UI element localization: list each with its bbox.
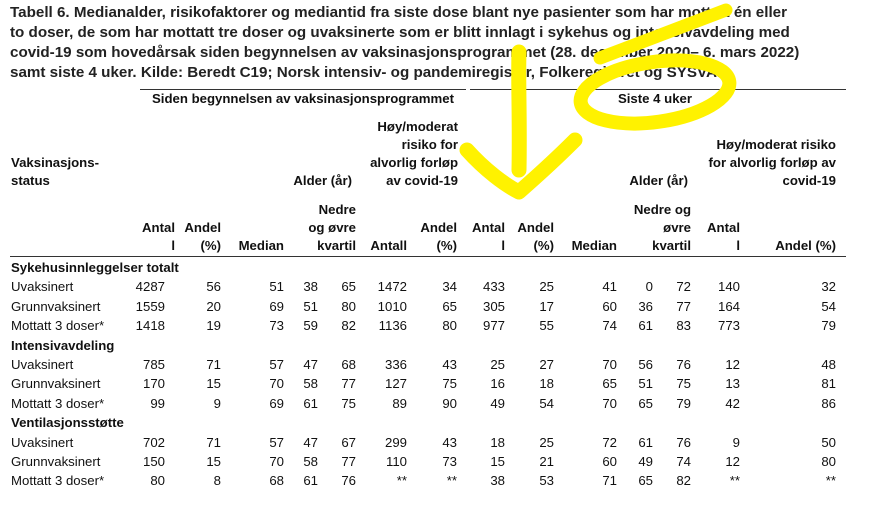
- table-cell: 18: [539, 376, 554, 392]
- column-header-risk-antall-b: [700, 219, 740, 255]
- table-cell: 65: [442, 298, 457, 314]
- table-cell: 38: [490, 473, 505, 489]
- group-header-since-start: Siden begynnelsen av vaksinasjonsprogrammet: [152, 91, 454, 106]
- table-cell: 99: [150, 395, 165, 411]
- header-line: Høy/moderat: [377, 119, 458, 134]
- table-cell: 70: [602, 357, 617, 372]
- table-cell: 41: [602, 279, 617, 295]
- table-cell: 70: [602, 395, 617, 411]
- column-header-median-a: [224, 237, 284, 255]
- column-header-antall-b: [465, 219, 505, 255]
- header-line: Andel: [517, 220, 554, 235]
- table-cell: 140: [717, 279, 740, 295]
- table-cell: 80: [442, 318, 457, 334]
- table-cell: 71: [206, 434, 221, 450]
- table-cell: 54: [821, 298, 836, 314]
- table-cell: 69: [269, 395, 284, 411]
- table-cell: 60: [602, 454, 617, 469]
- table-cell: 54: [539, 395, 554, 411]
- table-cell: 15: [206, 454, 221, 469]
- table-cell: 77: [676, 298, 691, 314]
- table-cell: 977: [482, 318, 505, 334]
- header-line: covid-19: [782, 173, 836, 188]
- header-line: Antall: [370, 238, 407, 253]
- header-line: Antal: [472, 220, 505, 235]
- section-heading: Intensivavdeling: [11, 337, 115, 353]
- table-cell: 15: [490, 454, 505, 469]
- table-cell: 73: [442, 454, 457, 469]
- table-cell: 36: [638, 298, 653, 314]
- table-cell: 25: [490, 357, 505, 372]
- table-cell: 80: [341, 298, 356, 314]
- header-bottom-rule: [10, 256, 846, 257]
- row-label: Mottatt 3 doser*: [11, 473, 105, 489]
- table-cell: 110: [385, 454, 407, 469]
- header-line: Nedre og: [633, 202, 691, 217]
- row-label: Uvaksinert: [11, 434, 74, 450]
- table-cell: 56: [638, 357, 653, 372]
- header-line: Antal: [707, 220, 740, 235]
- header-line: og øvre: [308, 220, 356, 235]
- table-cell: 50: [821, 434, 836, 450]
- table-cell: 72: [676, 279, 691, 295]
- table-cell: 1472: [377, 279, 407, 295]
- header-line: l: [171, 238, 175, 253]
- section-heading: Sykehusinnleggelser totalt: [11, 260, 179, 275]
- table-cell: 15: [206, 376, 221, 392]
- table-cell: 55: [539, 318, 554, 334]
- table-cell: 305: [482, 298, 505, 314]
- header-line: kvartil: [652, 238, 691, 253]
- table-cell: 1136: [378, 318, 407, 334]
- table-cell: 336: [384, 357, 407, 372]
- table-cell: 60: [602, 298, 617, 314]
- table-cell: 89: [392, 395, 407, 411]
- table-cell: 76: [676, 357, 691, 372]
- header-line: alvorlig forløp: [370, 155, 458, 170]
- table-cell: 53: [539, 473, 554, 489]
- row-label: Uvaksinert: [11, 357, 74, 372]
- table-cell: 51: [638, 376, 653, 392]
- table-cell: 75: [341, 395, 356, 411]
- header-line: av covid-19: [386, 173, 458, 188]
- table-cell: 59: [303, 318, 318, 334]
- column-header-risk-a: [348, 118, 458, 190]
- table-cell: 51: [303, 298, 318, 314]
- header-line: Median: [571, 238, 617, 253]
- title-line: covid-19 som hovedårsak siden begynnelsen av vaksinasjonsprogrammet (28. desember 2020– 6. mars 2022): [10, 44, 800, 61]
- table-cell: 79: [676, 395, 691, 411]
- table-cell: 16: [490, 376, 505, 392]
- header-line: (%): [533, 238, 554, 253]
- table-cell: 8: [213, 473, 221, 489]
- header-line: kvartil: [317, 238, 356, 253]
- header-line: Alder (år): [629, 173, 688, 188]
- table-cell: 47: [303, 434, 318, 450]
- column-header-alder-a: [272, 172, 352, 190]
- table-cell: 43: [442, 357, 457, 372]
- table-cell: 77: [341, 454, 356, 469]
- section-heading: Ventilasjonsstøtte: [11, 415, 124, 431]
- table-cell: 65: [602, 376, 617, 392]
- table-cell: 49: [638, 454, 653, 469]
- table-cell: 79: [821, 318, 836, 334]
- table-cell: 170: [142, 376, 165, 392]
- table-cell: 71: [602, 473, 617, 489]
- row-label: Mottatt 3 doser*: [11, 395, 105, 411]
- table-cell: 51: [269, 279, 284, 295]
- table-cell: 61: [638, 434, 653, 450]
- header-line: for alvorlig forløp av: [708, 155, 836, 170]
- table-cell: 77: [341, 376, 356, 392]
- annotation-arrow-head: [467, 140, 575, 192]
- table-cell: 73: [269, 318, 284, 334]
- row-label: Uvaksinert: [11, 279, 74, 295]
- table-cell: 0: [645, 279, 653, 295]
- row-label: Grunnvaksinert: [11, 298, 101, 314]
- table-cell: 25: [539, 434, 554, 450]
- header-line: l: [501, 238, 505, 253]
- table-cell: 773: [717, 318, 740, 334]
- table-cell: 67: [341, 434, 356, 450]
- table-cell: 90: [442, 395, 457, 411]
- header-line: (%): [200, 238, 221, 253]
- table-cell: 48: [821, 357, 836, 372]
- table-cell: 57: [269, 357, 284, 372]
- table-cell: 27: [539, 357, 554, 372]
- table-cell: 12: [725, 357, 740, 372]
- header-line: Antal: [142, 220, 175, 235]
- column-header-andel-b: [514, 219, 554, 255]
- table-cell: **: [396, 473, 407, 489]
- column-header-andel-a: [181, 219, 221, 255]
- table-cell: 82: [341, 318, 356, 334]
- column-header-risk-andel-a: [417, 219, 457, 255]
- table-cell: 38: [303, 279, 318, 295]
- table-cell: 68: [341, 357, 356, 372]
- group-header-last-4-weeks: Siste 4 uker: [617, 91, 693, 106]
- table-cell: 71: [206, 357, 221, 372]
- table-cell: 164: [717, 298, 740, 314]
- table-cell: 81: [821, 376, 836, 392]
- column-header-kvartil-a: [296, 201, 356, 255]
- column-header-kvartil-b: [626, 201, 691, 255]
- header-line: Alder (år): [293, 173, 352, 188]
- table-cell: 32: [821, 279, 836, 295]
- table-cell: 49: [490, 395, 505, 411]
- table-cell: 72: [602, 434, 617, 450]
- table-cell: 1418: [135, 318, 165, 334]
- table-cell: 150: [142, 454, 165, 469]
- column-header-antall-a: [135, 219, 175, 255]
- table-cell: 57: [269, 434, 284, 450]
- table-cell: 21: [539, 454, 554, 469]
- table-cell: 76: [676, 434, 691, 450]
- table-cell: 75: [676, 376, 691, 392]
- table-cell: 43: [442, 434, 457, 450]
- table-cell: 702: [142, 434, 165, 450]
- table-title: [10, 3, 870, 83]
- table-cell: 56: [206, 279, 221, 295]
- title-line: to doser, de som har mottatt tre doser og uvaksinerte som er blitt innlagt i sykehus og intensivavdeling med: [10, 24, 790, 41]
- table-cell: 65: [638, 473, 653, 489]
- header-line: Andel (%): [775, 238, 836, 253]
- table-cell: 75: [442, 376, 457, 392]
- table-cell: 785: [142, 357, 165, 372]
- table-cell: 9: [213, 395, 221, 411]
- table-cell: 69: [269, 298, 284, 314]
- table-cell: 76: [341, 473, 356, 489]
- table-cell: 58: [303, 454, 318, 469]
- table-cell: 74: [602, 318, 617, 334]
- table-cell: 68: [269, 473, 284, 489]
- table-cell: 34: [442, 279, 457, 295]
- column-header-risk-andel-b: [756, 237, 836, 255]
- header-line: risiko for: [401, 137, 458, 152]
- table-cell: 61: [303, 473, 318, 489]
- table-cell: 61: [303, 395, 318, 411]
- table-cell: 25: [539, 279, 554, 295]
- header-line: Andel: [420, 220, 457, 235]
- table-cell: 20: [206, 298, 221, 314]
- table-cell: 1010: [377, 298, 407, 314]
- table-cell: 83: [676, 318, 691, 334]
- table-cell: 127: [384, 376, 407, 392]
- table-cell: 65: [638, 395, 653, 411]
- table-cell: 12: [725, 454, 740, 469]
- table-cell: 4287: [135, 279, 165, 295]
- table-cell: 13: [725, 376, 740, 392]
- column-header-risk-antall-a: [357, 237, 407, 255]
- table-cell: **: [446, 473, 457, 489]
- row-label: Mottatt 3 doser*: [11, 318, 105, 334]
- header-line: Høy/moderat risiko: [716, 137, 836, 152]
- header-line: Andel: [184, 220, 221, 235]
- row-label: Grunnvaksinert: [11, 376, 101, 392]
- row-label: Grunnvaksinert: [11, 454, 101, 469]
- table-cell: **: [729, 473, 740, 489]
- table-cell: 70: [269, 454, 284, 469]
- table-cell: 70: [269, 376, 284, 392]
- table-cell: 80: [150, 473, 165, 489]
- title-line: samt siste 4 uker. Kilde: Beredt C19; Norsk intensiv- og pandemiregister, Folkeregistret og SYSVAK: [10, 64, 728, 81]
- header-line: øvre: [663, 220, 691, 235]
- table-cell: **: [825, 473, 836, 489]
- table-cell: 58: [303, 376, 318, 392]
- table-cell: 1559: [135, 298, 165, 314]
- header-line: l: [736, 238, 740, 253]
- table-cell: 65: [341, 279, 356, 295]
- table-cell: 80: [821, 454, 836, 469]
- table-cell: 19: [206, 318, 221, 334]
- title-line: Tabell 6. Medianalder, risikofaktorer og mediantid fra siste dose blant nye pasienter som har mottatt én eller: [10, 4, 788, 21]
- header-line: Vaksinasjons-: [11, 155, 99, 170]
- table-cell: 9: [732, 434, 740, 450]
- header-line: Median: [238, 238, 284, 253]
- table-cell: 86: [821, 395, 836, 411]
- header-line: (%): [436, 238, 457, 253]
- table-cell: 42: [725, 395, 740, 411]
- header-line: Nedre: [318, 202, 356, 217]
- column-header-median-b: [557, 237, 617, 255]
- table-cell: 74: [676, 454, 691, 469]
- table-cell: 47: [303, 357, 318, 372]
- header-line: status: [11, 173, 50, 188]
- table-cell: 299: [384, 434, 407, 450]
- table-cell: 17: [539, 298, 554, 314]
- table-cell: 82: [676, 473, 691, 489]
- column-header-risk-b: [676, 136, 836, 190]
- column-header-status: [11, 154, 111, 190]
- table-cell: 18: [490, 434, 505, 450]
- table-cell: 433: [482, 279, 505, 295]
- table-cell: 61: [638, 318, 653, 334]
